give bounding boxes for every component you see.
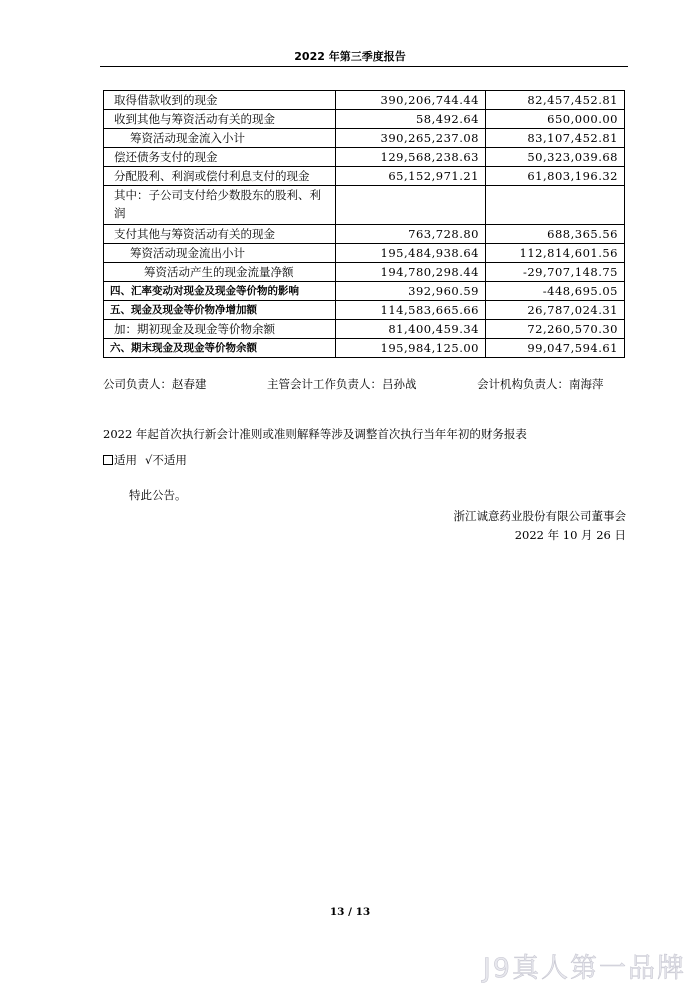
- prior-period-value: 83,107,452.81: [486, 129, 625, 148]
- current-period-value: 58,492.64: [336, 110, 486, 129]
- table-row: [104, 301, 625, 320]
- table-row: [104, 110, 625, 129]
- prior-period-value: 82,457,452.81: [486, 91, 625, 110]
- prior-period-value: 650,000.00: [486, 110, 625, 129]
- table-row: [104, 148, 625, 167]
- row-label: 分配股利、利润或偿付利息支付的现金: [104, 167, 336, 186]
- row-label: 筹资活动现金流出小计: [104, 244, 336, 263]
- current-period-value: 129,568,238.63: [336, 148, 486, 167]
- table-row: [104, 320, 625, 339]
- prior-period-value: -29,707,148.75: [486, 263, 625, 282]
- current-period-value: 763,728.80: [336, 225, 486, 244]
- current-period-value: 194,780,298.44: [336, 263, 486, 282]
- table-row: [104, 282, 625, 301]
- announcement-date: 2022 年 10 月 26 日: [514, 528, 626, 542]
- prior-period-value: 50,323,039.68: [486, 148, 625, 167]
- table-row: [104, 225, 625, 244]
- row-label: 其中：子公司支付给少数股东的股利、利润: [104, 186, 336, 225]
- current-period-value: 195,984,125.00: [336, 339, 486, 358]
- current-period-value: 65,152,971.21: [336, 167, 486, 186]
- row-label: 偿还债务支付的现金: [104, 148, 336, 167]
- checkmark-icon: √: [145, 453, 153, 467]
- company-head: 公司负责人：赵春建: [103, 377, 207, 391]
- prior-period-value: 99,047,594.61: [486, 339, 625, 358]
- current-period-value: 390,265,237.08: [336, 129, 486, 148]
- applicable-label: 适用: [114, 453, 137, 467]
- current-period-value: 81,400,459.34: [336, 320, 486, 339]
- row-label: 六、期末现金及现金等价物余额: [104, 339, 336, 358]
- header-divider: [100, 66, 628, 67]
- table-row: [104, 244, 625, 263]
- current-period-value: [336, 186, 486, 225]
- accounting-standard-note: 2022 年起首次执行新会计准则或准则解释等涉及调整首次执行当年年初的财务报表: [103, 427, 527, 441]
- table-row: [104, 186, 625, 225]
- current-period-value: 392,960.59: [336, 282, 486, 301]
- not-applicable-label: 不适用: [152, 453, 187, 467]
- company-board: 浙江诚意药业股份有限公司董事会: [453, 509, 626, 523]
- page-number: 13 / 13: [329, 906, 371, 918]
- prior-period-value: -448,695.05: [486, 282, 625, 301]
- prior-period-value: 61,803,196.32: [486, 167, 625, 186]
- cash-flow-table: [103, 90, 625, 358]
- watermark: J9真人第一品牌: [482, 953, 686, 984]
- table-row: [104, 167, 625, 186]
- row-label: 收到其他与筹资活动有关的现金: [104, 110, 336, 129]
- table-row: [104, 263, 625, 282]
- table-row: [104, 129, 625, 148]
- row-label: 筹资活动产生的现金流量净额: [104, 263, 336, 282]
- current-period-value: 195,484,938.64: [336, 244, 486, 263]
- row-label: 支付其他与筹资活动有关的现金: [104, 225, 336, 244]
- row-label: 加：期初现金及现金等价物余额: [104, 320, 336, 339]
- row-label: 筹资活动现金流入小计: [104, 129, 336, 148]
- current-period-value: 114,583,665.66: [336, 301, 486, 320]
- report-title: 2022 年第三季度报告: [294, 50, 406, 63]
- prior-period-value: 72,260,570.30: [486, 320, 625, 339]
- row-label: 四、汇率变动对现金及现金等价物的影响: [104, 282, 336, 301]
- applicability-options: [103, 452, 187, 468]
- accounting-dept-head: 会计机构负责人：南海萍: [477, 377, 604, 391]
- announcement-text: 特此公告。: [129, 488, 187, 502]
- prior-period-value: 112,814,601.56: [486, 244, 625, 263]
- row-label: 取得借款收到的现金: [104, 91, 336, 110]
- current-period-value: 390,206,744.44: [336, 91, 486, 110]
- accounting-head: 主管会计工作负责人：吕孙战: [267, 377, 417, 391]
- row-label: 五、现金及现金等价物净增加额: [104, 301, 336, 320]
- table-row: [104, 91, 625, 110]
- table-row: [104, 339, 625, 358]
- prior-period-value: 688,365.56: [486, 225, 625, 244]
- prior-period-value: [486, 186, 625, 225]
- prior-period-value: 26,787,024.31: [486, 301, 625, 320]
- checkbox-icon: [103, 455, 113, 465]
